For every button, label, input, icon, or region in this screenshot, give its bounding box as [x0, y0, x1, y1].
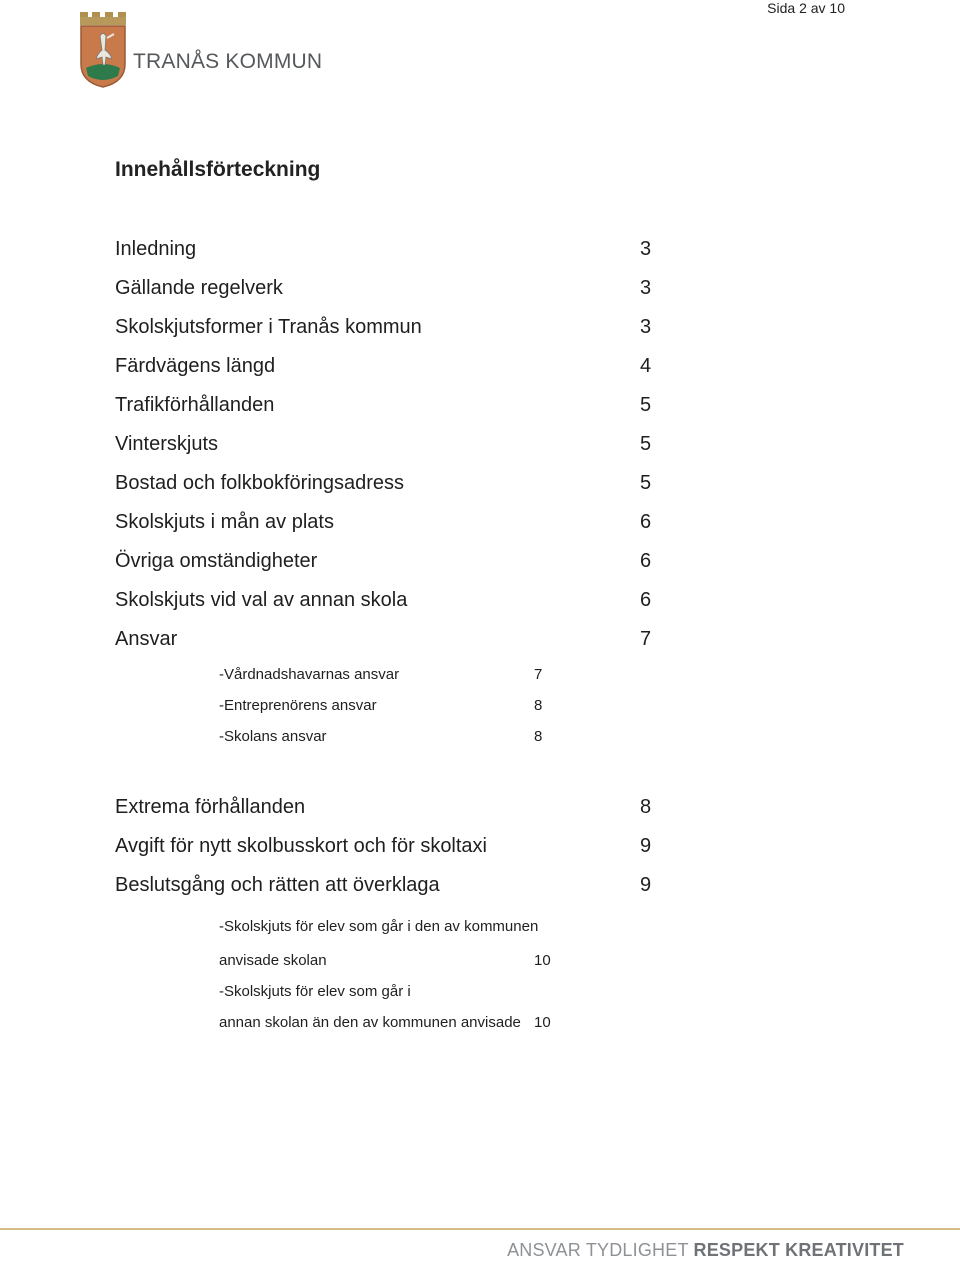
- toc-entry-label: Färdvägens längd: [115, 355, 276, 377]
- slogan-regular: ANSVAR TYDLIGHET: [507, 1240, 694, 1260]
- toc-entry-page: 9: [640, 835, 652, 857]
- toc-entry-page: 6: [640, 550, 652, 572]
- toc-entry-label: Skolskjutsformer i Tranås kommun: [115, 316, 422, 338]
- toc-entry-page: 3: [640, 238, 652, 260]
- toc-sub-entry-label: -Skolans ansvar: [219, 728, 327, 745]
- toc-entry-label: Skolskjuts vid val av annan skola: [115, 589, 408, 611]
- footer-slogan: [507, 1240, 904, 1261]
- toc-entry-page: 4: [640, 355, 652, 377]
- toc-entry-label: Bostad och folkbokföringsadress: [115, 472, 405, 494]
- toc-sub-entry-label: -Vårdnadshavarnas ansvar: [219, 666, 400, 683]
- page-number: Sida 2 av 10: [767, 0, 845, 16]
- footer-divider: [0, 1228, 960, 1230]
- toc-entry-page: 8: [640, 796, 652, 818]
- toc-entry-label: Ansvar: [115, 628, 178, 650]
- toc-sub-entry-label: -Entreprenörens ansvar: [219, 697, 377, 714]
- toc-entry-label: Skolskjuts i mån av plats: [115, 511, 334, 533]
- toc-entry-label: Trafikförhållanden: [115, 394, 275, 416]
- toc-sub-entry-page: 10: [534, 952, 551, 969]
- toc-entry-page: 3: [640, 316, 652, 338]
- toc-sub-entry-label: annan skolan än den av kommunen anvisade: [219, 1014, 521, 1031]
- toc-entry-label: Avgift för nytt skolbusskort och för skoltaxi: [115, 835, 488, 857]
- toc-sub-entry-page: 8: [534, 697, 543, 714]
- logo-text: TRANÅS KOMMUN: [133, 50, 323, 73]
- toc-entry-page: 7: [640, 628, 652, 650]
- toc-sub-entry-page: 8: [534, 728, 543, 745]
- toc-sub-entry-line: -Skolskjuts för elev som går i den av kommunen: [219, 918, 539, 935]
- toc-entry-label: Extrema förhållanden: [115, 796, 306, 818]
- toc-sub-entry-label: anvisade skolan: [219, 952, 327, 969]
- toc-entry-page: 3: [640, 277, 652, 299]
- toc-sub-entry-page: 10: [534, 1014, 551, 1031]
- toc-entry-label: Vinterskjuts: [115, 433, 219, 455]
- toc-sub-entry-line: -Skolskjuts för elev som går i: [219, 983, 411, 1000]
- toc-sub-entry-page: 7: [534, 666, 543, 683]
- toc-entry-page: 5: [640, 394, 652, 416]
- toc-title: Innehållsförteckning: [115, 158, 321, 181]
- toc-entry-label: Övriga omständigheter: [115, 550, 318, 572]
- toc-entry-label: Gällande regelverk: [115, 277, 283, 299]
- toc-entry-label: Inledning: [115, 238, 197, 260]
- toc-entry-page: 5: [640, 472, 652, 494]
- toc-entry-label: Beslutsgång och rätten att överklaga: [115, 874, 440, 896]
- toc-entry-page: 6: [640, 511, 652, 533]
- toc-entry-page: 6: [640, 589, 652, 611]
- slogan-bold: RESPEKT KREATIVITET: [693, 1240, 904, 1260]
- toc-entry-page: 9: [640, 874, 652, 896]
- toc-entry-page: 5: [640, 433, 652, 455]
